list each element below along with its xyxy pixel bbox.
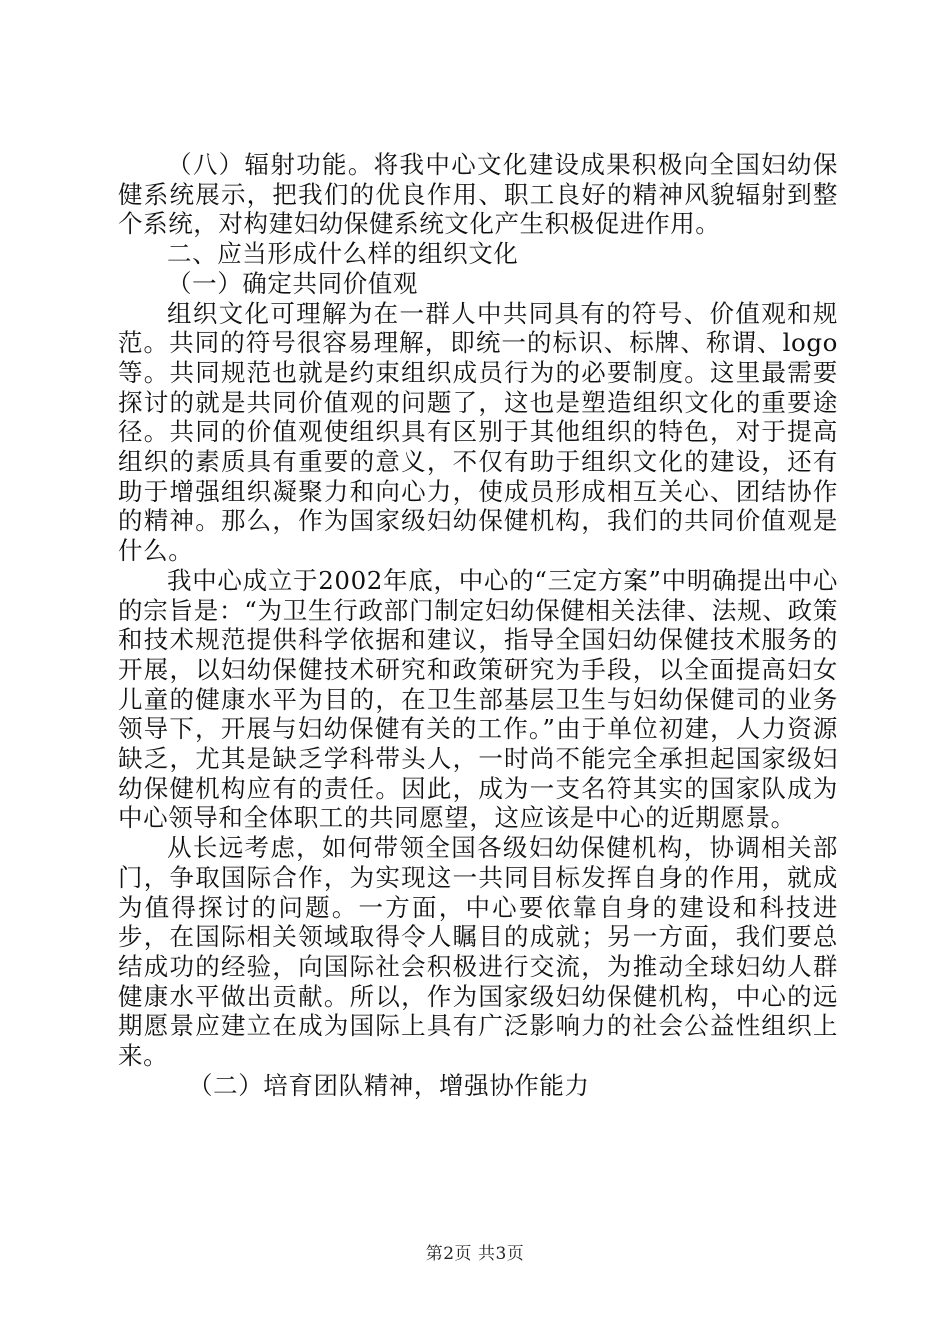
section-heading-org-culture: 二、应当形成什么样的组织文化 [167,239,519,269]
paragraph-org-culture-definition: 组织文化可理解为在一群人中共同具有的符号、价值观和规范。共同的符号很容易理解，即统一的标识、标牌、称谓、logo等。共同规范也就是约束组织成员行为的必要制度。这里最需要探讨的就是共同价值观的问题了，这也是塑造组织文化的重要途径。共同的价值观使组织具有区别于其他组织的特色，对于提高组织的素质具有重要的意义，不仅有助于组织文化的建设，还有助于增强组织凝聚力和向心力，使成员形成相互关心、团结协作的精神。那么，作为国家级妇幼保健机构，我们的共同价值观是什么。 [118,298,838,566]
document-body [118,150,838,1101]
paragraph-long-term-vision: 从长远考虑，如何带领全国各级妇幼保健机构，协调相关部门，争取国际合作，为实现这一共同目标发挥自身的作用，就成为值得探讨的问题。一方面，中心要依靠自身的建设和科技进步，在国际相关领域取得令人瞩目的成就；另一方面，我们要总结成功的经验，向国际社会积极进行交流，为推动全球妇幼人群健康水平做出贡献。所以，作为国家级妇幼保健机构，中心的远期愿景应建立在成为国际上具有广泛影响力的社会公益性组织上来。 [118,833,838,1071]
paragraph-radiation-function: （八）辐射功能。将我中心文化建设成果积极向全国妇幼保健系统展示，把我们的优良作用、职工良好的精神风貌辐射到整个系统，对构建妇幼保健系统文化产生积极促进作用。 [118,150,838,239]
paragraph-center-founding: 我中心成立于2002年底，中心的“三定方案”中明确提出中心的宗旨是：“为卫生行政部门制定妇幼保健相关法律、法规、政策和技术规范提供科学依据和建议，指导全国妇幼保健技术服务的开展，以妇幼保健技术研究和政策研究为手段，以全面提高妇女儿童的健康水平为目的，在卫生部基层卫生与妇幼保健司的业务领导下，开展与妇幼保健有关的工作。”由于单位初建，人力资源缺乏，尤其是缺乏学科带头人，一时尚不能完全承担起国家级妇幼保健机构应有的责任。因此，成为一支名符其实的国家队成为中心领导和全体职工的共同愿望，这应该是中心的近期愿景。 [118,565,838,833]
subsection-heading-shared-values: （一）确定共同价值观 [167,268,418,298]
subsection-heading-team-spirit: （二）培育团队精神，增强协作能力 [188,1070,590,1100]
page-number-footer: 第2页 共3页 [425,1244,525,1264]
